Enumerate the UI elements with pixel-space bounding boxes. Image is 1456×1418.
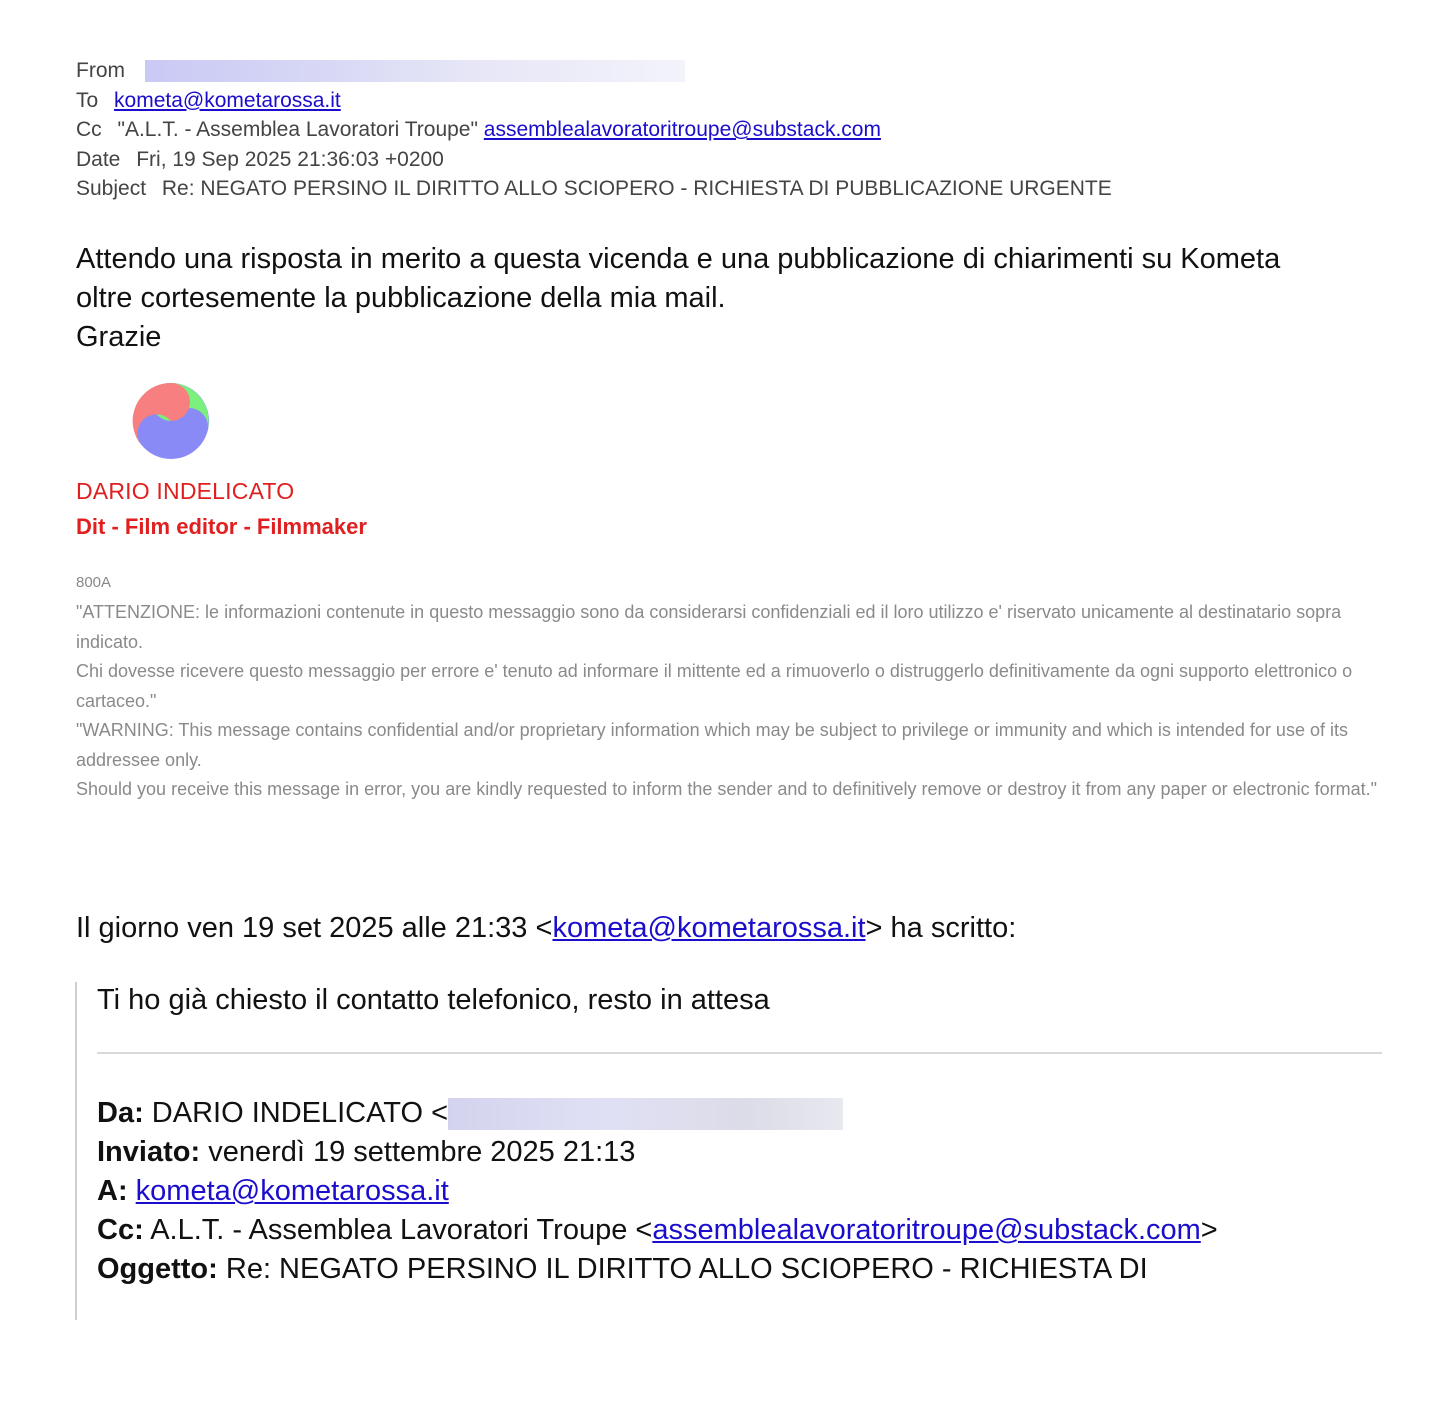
to-row bbox=[76, 86, 1112, 116]
tricolor-swirl-logo-icon bbox=[132, 382, 210, 460]
quote-intro bbox=[76, 912, 1016, 945]
from-label: From bbox=[76, 59, 125, 82]
from-row bbox=[76, 56, 1112, 86]
fwd-from-row bbox=[97, 1094, 1218, 1133]
fwd-from-label: Da: bbox=[97, 1097, 144, 1129]
disclaimer-it-1: "ATTENZIONE: le informazioni contenute in questo messaggio sono da considerarsi confidenziali ed il loro utilizzo e' riservato unicamente al destinatario sopra indicato. bbox=[76, 602, 1342, 652]
body-line-2: oltre cortesemente la pubblicazione della mia mail. bbox=[76, 282, 726, 314]
cc-name: "A.L.T. - Assemblea Lavoratori Troupe" bbox=[117, 118, 478, 141]
fwd-to-row bbox=[97, 1172, 1218, 1211]
fwd-subject-label: Oggetto: bbox=[97, 1253, 218, 1285]
quote-intro-text: Il giorno ven 19 set 2025 alle 21:33 < bbox=[76, 912, 553, 944]
fwd-to-label: A: bbox=[97, 1175, 128, 1207]
signature-name: DARIO INDELICATO bbox=[76, 478, 295, 504]
fwd-cc-row bbox=[97, 1211, 1218, 1250]
fwd-sent-value: venerdì 19 settembre 2025 21:13 bbox=[208, 1136, 636, 1168]
quote-bar bbox=[75, 982, 77, 1320]
message-body bbox=[76, 240, 1396, 357]
subject-row bbox=[76, 174, 1112, 204]
quoted-message: Ti ho già chiesto il contatto telefonico, resto in attesa bbox=[97, 984, 770, 1016]
fwd-subject-value: Re: NEGATO PERSINO IL DIRITTO ALLO SCIOPERO - RICHIESTA DI bbox=[225, 1253, 1148, 1285]
date-value: Fri, 19 Sep 2025 21:36:03 +0200 bbox=[136, 147, 444, 171]
signature-role: Dit - Film editor - Filmmaker bbox=[76, 514, 367, 539]
cc-label: Cc bbox=[76, 118, 102, 141]
fwd-cc-email-link[interactable]: assemblealavoratoritroupe@substack.com bbox=[652, 1214, 1201, 1246]
signature-code: 800A bbox=[76, 574, 112, 591]
redacted-sender-address bbox=[145, 60, 685, 82]
to-label: To bbox=[76, 88, 99, 112]
disclaimer-en-2: Should you receive this message in error, you are kindly requested to inform the sender and to definitively remove or destroy it from any paper or electronic format." bbox=[76, 779, 1378, 799]
quote-intro-email-link[interactable]: kometa@kometarossa.it bbox=[552, 912, 866, 944]
fwd-sent-row bbox=[97, 1133, 1218, 1172]
body-line-1: Attendo una risposta in merito a questa vicenda e una pubblicazione di chiarimenti su Kometa bbox=[76, 243, 1281, 275]
fwd-cc-value: A.L.T. - Assemblea Lavoratori Troupe < bbox=[150, 1214, 653, 1246]
subject-label: Subject bbox=[76, 177, 147, 200]
fwd-cc-suffix: > bbox=[1200, 1214, 1218, 1246]
forwarded-header bbox=[97, 1094, 1218, 1289]
cc-email-link[interactable]: assemblealavoratoritroupe@substack.com bbox=[483, 118, 881, 141]
fwd-cc-label: Cc: bbox=[97, 1214, 144, 1246]
confidentiality-disclaimer bbox=[76, 598, 1386, 805]
quote-divider bbox=[97, 1052, 1382, 1054]
fwd-sent-label: Inviato: bbox=[97, 1136, 201, 1168]
quote-intro-suffix: > ha scritto: bbox=[865, 912, 1017, 944]
date-label: Date bbox=[76, 147, 121, 171]
cc-row bbox=[76, 115, 1112, 145]
disclaimer-it-2: Chi dovesse ricevere questo messaggio per errore e' tenuto ad informare il mittente ed a rimuoverlo o distruggerlo definitivamente da ogni supporto elettronico o cartaceo." bbox=[76, 661, 1353, 711]
to-email-link[interactable]: kometa@kometarossa.it bbox=[114, 88, 341, 112]
email-header bbox=[76, 56, 1112, 204]
date-row bbox=[76, 145, 1112, 175]
body-line-3: Grazie bbox=[76, 321, 162, 353]
subject-value: Re: NEGATO PERSINO IL DIRITTO ALLO SCIOPERO - RICHIESTA DI PUBBLICAZIONE URGENTE bbox=[161, 177, 1112, 200]
disclaimer-en-1: "WARNING: This message contains confidential and/or proprietary information which may be subject to privilege or immunity and which is intended for use of its addressee only. bbox=[76, 720, 1348, 770]
fwd-from-value: DARIO INDELICATO < bbox=[151, 1097, 449, 1129]
fwd-to-email-link[interactable]: kometa@kometarossa.it bbox=[135, 1175, 449, 1207]
redacted-fwd-address bbox=[448, 1098, 843, 1130]
fwd-subject-row bbox=[97, 1250, 1218, 1289]
